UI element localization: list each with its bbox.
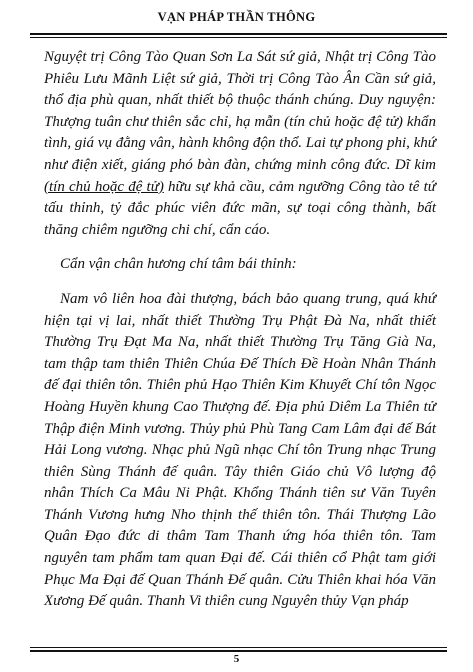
- header-rule: [30, 33, 447, 38]
- paragraph-2: Cẩn vận chân hương chí tâm bái thỉnh:: [60, 256, 297, 273]
- underlined-phrase: (tín chủ hoặc đệ tử): [44, 178, 164, 195]
- page-number: 5: [233, 653, 240, 665]
- page-body: [44, 47, 436, 613]
- paragraph-1: [44, 47, 436, 241]
- paragraph-1-text-b: hữu sự khả cầu, cảm ngưỡng Công tào tê tứ tấu thỉnh, tỷ đắc phúc viên đức mãn, sự toại công thành, bất thăng chiêm ngưỡng chi chí, cẩn cáo.: [44, 178, 436, 238]
- footer-rule: [30, 647, 447, 652]
- paragraph-3: Nam vô liên hoa đài thượng, bách bảo quang trung, quá khứ hiện tại vị lai, nhất thiết Thường Trụ Phật Đà Na, nhất thiết Thường Trụ Đạt Ma Na, nhất thiết Thường Trụ Tăng Già Na, tam thập tam thiên Thiên Chúa Đế Thích Đề Hoàn Nhân Thánh đế đại thiên tôn. Thiên phủ Hạo Thiên Kim Khuyết Chí tôn Ngọc Hoàng Huyền khung Cao Thượng đế. Địa phủ Diêm La Thiên tử Thập điện Minh vương. Thủy phủ Phù Tang Cam Lâm đại đế Bát Hải Long vương. Nhạc phủ Ngũ nhạc Chí tôn Trung nhạc Trung thiên Sùng Thánh đế quân. Tây thiên Giáo chủ Vô lượng độ nhân Thích Ca Mâu Ni Phật. Khổng Thánh tiên sư Văn Tuyên Thánh Vương hưng Nho thịnh thế thiên tôn. Thái Thượng Lão Quân Đạo đức di thâm Tam Thanh ứng hóa thiên tôn. Tam nguyên tam phẩm tam quan Đại đế. Cái thiên cổ Phật tam giới Phục Ma Đại đế Quan Thánh Đế quân. Cửu Thiên khai hóa Văn Xương Đế quân. Thanh Vi thiên cung Nguyên thủy Vạn pháp: [44, 290, 436, 610]
- paragraph-1-text-a: Nguyệt trị Công Tào Quan Sơn La Sát sứ giả, Nhật trị Công Tào Phiêu Lưu Mãnh Liệt sứ giả, Thời trị Công Tào Ân Cần sứ giả, thổ địa phù quan, nhất thiết bộ thuộc thánh chúng. Duy nguyện: Thượng tuân chư thiên sắc chỉ, hạ mẫn (tín chủ hoặc đệ tử) khẩn tình, giá vụ đằng vân, hành không độn thổ. Lai tự phong phi, khứ như điện xiết, giáng phó bàn đàn, chứng minh công đức. Dĩ kim: [44, 49, 436, 173]
- running-header: VẠN PHÁP THẦN THÔNG: [157, 10, 316, 24]
